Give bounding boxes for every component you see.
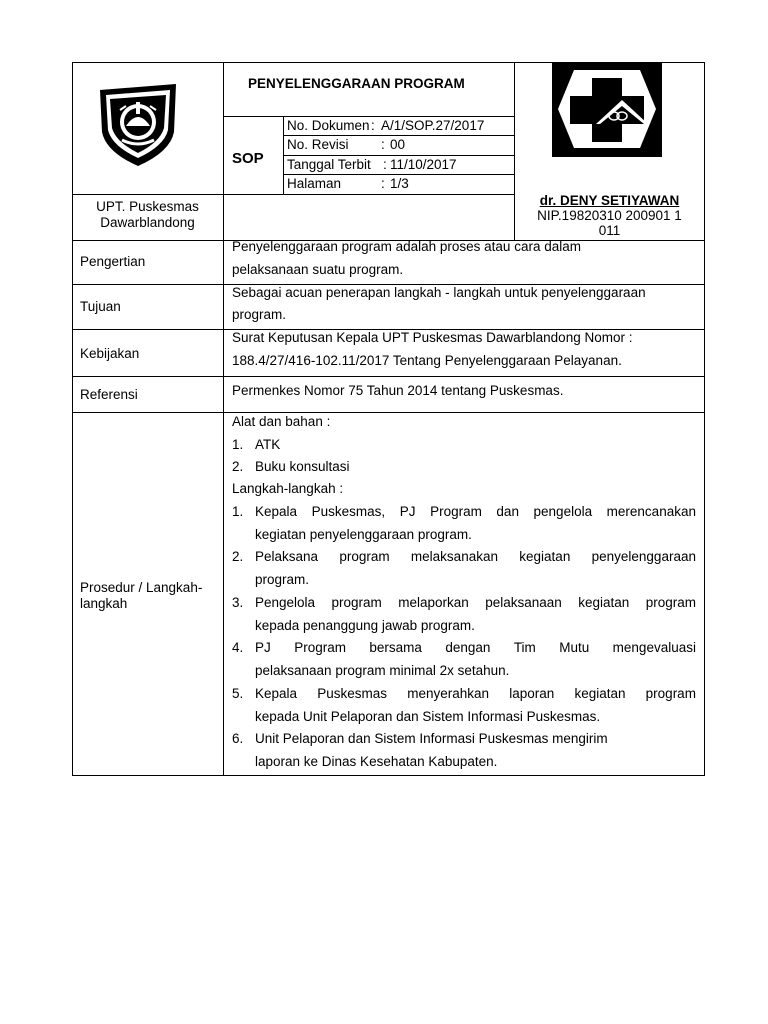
step-word: PJ bbox=[399, 504, 416, 519]
page-label: Halaman bbox=[287, 176, 342, 191]
alat-item-text: ATK bbox=[255, 437, 281, 452]
prosedur-label-line2: langkah bbox=[80, 596, 128, 611]
step-text-line2: kepada penanggung jawab program. bbox=[255, 618, 475, 633]
kebijakan-line-2: 188.4/27/416-102.11/2017 Tentang Penyelenggaraan Pelayanan. bbox=[232, 353, 622, 368]
step-word: kegiatan bbox=[519, 549, 571, 564]
puskesmas-logo bbox=[552, 62, 662, 157]
langkah-heading: Langkah-langkah : bbox=[232, 481, 344, 496]
pengertian-line-1: Penyelenggaraan program adalah proses atau cara dalam bbox=[232, 239, 581, 254]
step-word: bersama bbox=[369, 640, 422, 655]
doc-number-value: A/1/SOP.27/2017 bbox=[381, 118, 485, 133]
step-word: penyelenggaraan bbox=[591, 549, 696, 564]
alat-item-number: 2. bbox=[232, 459, 244, 474]
step-word: dengan bbox=[445, 640, 491, 655]
step-text-line1 bbox=[255, 640, 696, 656]
step-text-line2: program. bbox=[255, 572, 310, 587]
referensi-line-1: Permenkes Nomor 75 Tahun 2014 tentang Puskesmas. bbox=[232, 383, 564, 398]
step-word: program bbox=[645, 595, 696, 610]
issue-date-label: Tanggal Terbit bbox=[287, 157, 371, 172]
issue-date-sep: : bbox=[383, 157, 387, 172]
step-word: laporan bbox=[509, 686, 555, 701]
step-word: Program bbox=[430, 504, 482, 519]
tujuan-line-1: Sebagai acuan penerapan langkah - langkah untuk penyelenggaraan bbox=[232, 285, 646, 300]
step-number: 1. bbox=[232, 504, 244, 519]
tujuan-label: Tujuan bbox=[80, 299, 121, 314]
step-text-line1 bbox=[255, 731, 608, 747]
border-left bbox=[72, 62, 73, 776]
signer-name: dr. DENY SETIYAWAN bbox=[539, 193, 680, 208]
step-word: mengevaluasi bbox=[612, 640, 696, 655]
step-word: pelaksanaan bbox=[485, 595, 562, 610]
revision-sep: : bbox=[381, 137, 385, 152]
step-text-line1 bbox=[255, 595, 696, 611]
issue-date-value: 11/10/2017 bbox=[390, 157, 457, 172]
step-word: menyerahkan bbox=[407, 686, 490, 701]
doc-row-line-1 bbox=[283, 135, 514, 136]
column-divider bbox=[223, 62, 224, 776]
step-number: 2. bbox=[232, 549, 244, 564]
step-text-line2: kegiatan penyelenggaraan program. bbox=[255, 527, 472, 542]
step-text-line2: laporan ke Dinas Kesehatan Kabupaten. bbox=[255, 754, 498, 769]
alat-item-text: Buku konsultasi bbox=[255, 459, 350, 474]
doc-number-label: No. Dokumen bbox=[287, 118, 370, 133]
step-word: Mutu bbox=[559, 640, 590, 655]
tujuan-line-2: program. bbox=[232, 307, 287, 322]
step-number: 3. bbox=[232, 595, 244, 610]
step-word: PJ bbox=[255, 640, 271, 655]
step-word: program bbox=[645, 686, 696, 701]
step-text-line2: pelaksanaan program minimal 2x setahun. bbox=[255, 663, 510, 678]
step-word: dan bbox=[496, 504, 519, 519]
step-word: kegiatan bbox=[578, 595, 630, 610]
step-number: 4. bbox=[232, 640, 244, 655]
step-word: melaksanakan bbox=[410, 549, 498, 564]
doc-number-sep: : bbox=[371, 118, 375, 133]
title-bottom-line bbox=[223, 116, 514, 117]
step-word: kegiatan bbox=[574, 686, 626, 701]
step-word: Unit Pelaporan dan Sistem Informasi Puskesmas mengirim bbox=[255, 731, 608, 746]
revision-value: 00 bbox=[390, 137, 406, 152]
kebijakan-label: Kebijakan bbox=[80, 346, 140, 361]
referensi-label: Referensi bbox=[80, 387, 138, 402]
pengertian-line-2: pelaksanaan suatu program. bbox=[232, 262, 404, 277]
sop-label: SOP bbox=[232, 150, 264, 167]
doc-row-line-3 bbox=[283, 174, 514, 175]
step-word: Puskesmas bbox=[317, 686, 388, 701]
alat-heading: Alat dan bahan : bbox=[232, 414, 331, 429]
step-word: pengelola bbox=[533, 504, 593, 519]
page-value: 1/3 bbox=[390, 176, 409, 191]
step-text-line2: kepada Unit Pelaporan dan Sistem Informasi Puskesmas. bbox=[255, 709, 601, 724]
step-number: 5. bbox=[232, 686, 244, 701]
kebijakan-line-1: Surat Keputusan Kepala UPT Puskesmas Dawarblandong Nomor : bbox=[232, 330, 633, 345]
row-line-referensi bbox=[72, 376, 705, 377]
revision-label: No. Revisi bbox=[287, 137, 349, 152]
border-right bbox=[704, 62, 705, 776]
step-text-line1 bbox=[255, 504, 696, 520]
step-word: Program bbox=[294, 640, 346, 655]
row-line-prosedur bbox=[72, 412, 705, 413]
document-title: PENYELENGGARAAN PROGRAM bbox=[248, 76, 465, 91]
step-word: program bbox=[331, 595, 382, 610]
step-word: Tim bbox=[513, 640, 536, 655]
step-word: Kepala bbox=[255, 686, 298, 701]
pengertian-label: Pengertian bbox=[80, 254, 146, 269]
step-number: 6. bbox=[232, 731, 244, 746]
step-text-line1 bbox=[255, 686, 696, 702]
step-word: program bbox=[339, 549, 390, 564]
step-word: melaporkan bbox=[398, 595, 469, 610]
kabupaten-emblem-logo bbox=[96, 80, 180, 168]
signer-nip-line1: NIP.19820310 200901 1 bbox=[537, 208, 682, 223]
step-word: Kepala bbox=[255, 504, 298, 519]
prosedur-label-line1: Prosedur / Langkah- bbox=[80, 580, 203, 595]
header-middle-line bbox=[72, 194, 515, 195]
border-bottom bbox=[72, 775, 705, 776]
alat-item-number: 1. bbox=[232, 437, 244, 452]
step-word: Pengelola bbox=[255, 595, 316, 610]
org-name-line2: Dawarblandong bbox=[100, 215, 195, 230]
signer-nip-line2: 011 bbox=[598, 223, 621, 238]
step-word: Puskesmas, bbox=[311, 504, 386, 519]
page-sep: : bbox=[381, 176, 385, 191]
step-text-line1 bbox=[255, 549, 696, 565]
doc-row-line-2 bbox=[283, 155, 514, 156]
org-name-line1: UPT. Puskesmas bbox=[96, 199, 199, 214]
step-word: merencanakan bbox=[606, 504, 696, 519]
step-word: Pelaksana bbox=[255, 549, 319, 564]
